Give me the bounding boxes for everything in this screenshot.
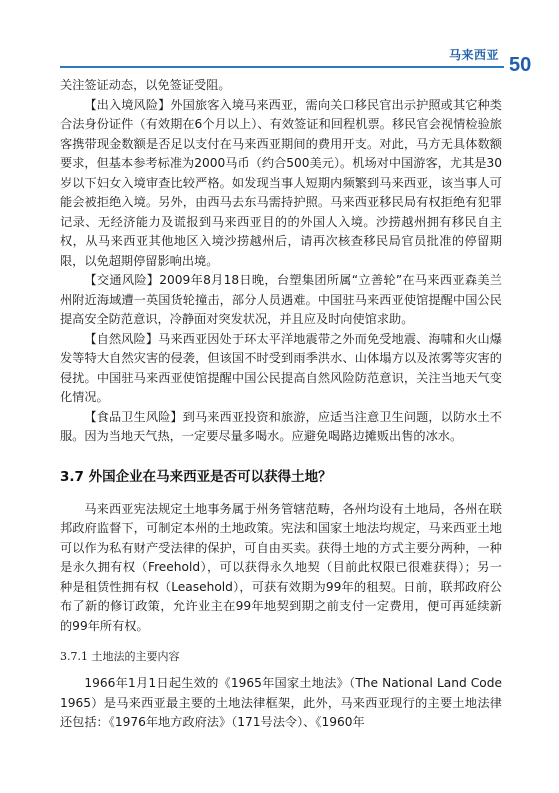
header-country-title: 马来西亚 [449, 48, 500, 62]
subsection-heading-3-7-1: 3.7.1 土地法的主要内容 [60, 650, 180, 663]
paragraph-land-overview: 马来西亚宪法规定土地事务属于州务管辖范畴，各州均设有土地局，各州在联邦政府监督下，可制定本州的土地政策。宪法和国家土地法均规定，马来西亚土地可以作为私有财产受法律的保护，可自由买卖。获得土地的方式主要分两种，一种是永久拥有权（Freehold），可以获得永久地契（目前此权限已很难获得）；另一种是租赁性拥有权（Leasehold），可获有效期为99年的租契。日前，联邦政府公布了新的修订政策，允许业主在99年地契到期之前支付一定费用，便可再延续新的99年所有权。 [60, 501, 502, 633]
page-number: 50 [509, 54, 532, 76]
paragraph-entry-exit-risk: 【出入境风险】外国旅客入境马来西亚，需向关口移民官出示护照或其它种类合法身份证件（有效期在6个月以上）、有效签证和回程机票。移民官会视情检验旅客携带现金数额是否足以支付在马来西亚期间的费用开支。对此，马方无具体数额要求，但基本参考标准为2000马币（约合500美元）。机场对中国游客，尤其是30岁以下妇女入境审查比较严格。如发现当事人短期内频繁到马来西亚，该当事人可能会被拒绝入境。另外，由西马去东马需持护照。马来西亚移民局有权拒绝有犯罪记录、无经济能力及谎报到马来西亚目的的外国人入境。沙捞越州拥有移民自主权，从马来西亚其他地区入境沙捞越州后，请再次核查移民局官员批准的停留期限，以免超期停留影响出境。 [60, 97, 502, 268]
paragraph-natural-risk: 【自然风险】马来西亚因处于环太平洋地震带之外而免受地震、海啸和火山爆发等特大自然灾害的侵袭，但该国不时受到雨季洪水、山体塌方以及浓雾等灾害的侵扰。中国驻马来西亚使馆提醒中国公民提高自然风险防范意识，关注当地天气变化情况。 [60, 331, 502, 404]
paragraph-food-hygiene-risk: 【食品卫生风险】到马来西亚投资和旅游，应适当注意卫生问题，以防水土不服。因为当地天气热，一定要尽量多喝水。应避免喝路边摊贩出售的冰水。 [60, 409, 502, 443]
header-rule [60, 66, 504, 68]
page-content [60, 76, 502, 733]
paragraph-visa-continued: 关注签证动态，以免签证受阻。 [60, 78, 231, 92]
page-header [0, 0, 559, 80]
section-heading-3-7: 3.7 外国企业在马来西亚是否可以获得土地？ [60, 468, 332, 485]
paragraph-land-law: 1966年1月1日起生效的《1965年国家土地法》（The National Land Code 1965）是马来西亚最主要的土地法律框架，此外，马来西亚现行的主要土地法律还包括：《1976年地方政府法》（171号法令）、《1960年 [60, 676, 502, 729]
paragraph-traffic-risk: 【交通风险】2009年8月18日晚，台塑集团所属“立善轮”在马来西亚森美兰州附近海域遭一英国货轮撞击，部分人员遇难。中国驻马来西亚使馆提醒中国公民提高安全防范意识，冷静面对突发状况，并且应及时向使馆求助。 [60, 273, 502, 326]
